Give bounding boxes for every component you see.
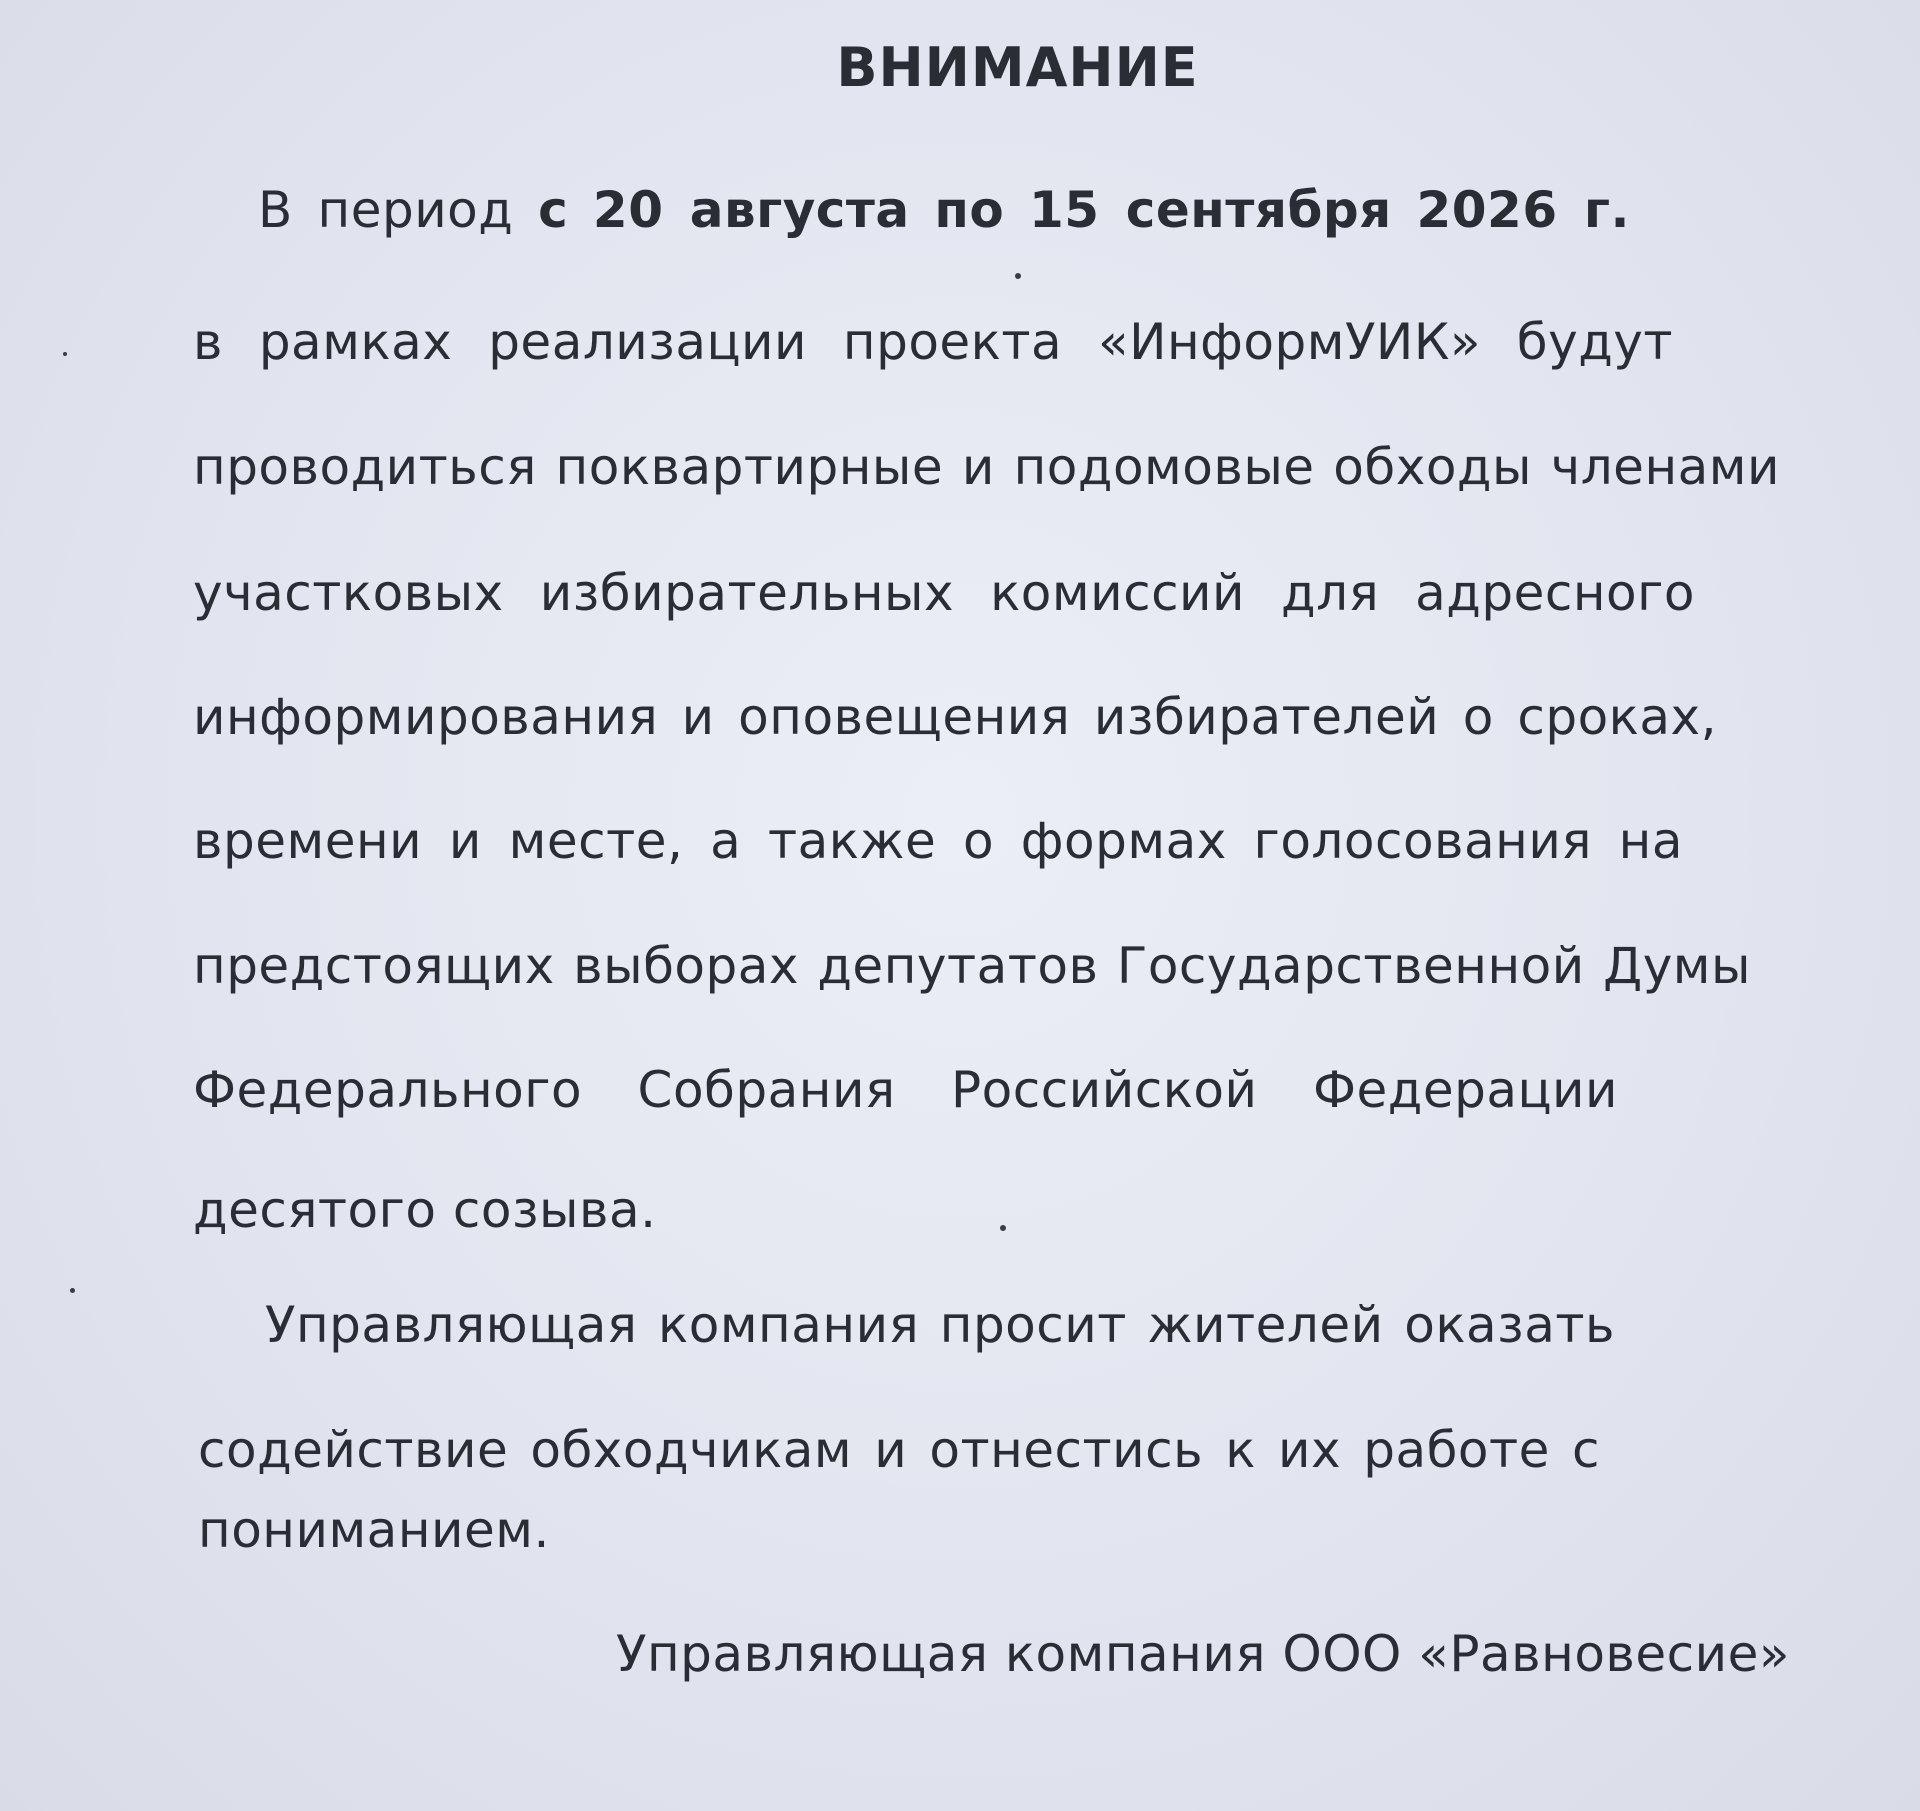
request-line-1: Управляющая компания просит жителей оказать bbox=[265, 1296, 1615, 1354]
period-prefix: В период bbox=[258, 181, 514, 239]
body-line-7: Федерального Собрания Российской Федерации bbox=[193, 1061, 1618, 1119]
paper-speck bbox=[63, 352, 67, 356]
signature: Управляющая компания ООО «Равновесие» bbox=[616, 1625, 1790, 1683]
period-year: 2026 г. bbox=[1416, 181, 1630, 239]
period-to-word: по bbox=[934, 181, 1005, 239]
body-line-6: предстоящих выборах депутатов Государственной Думы bbox=[193, 937, 1751, 995]
body-line-2: проводиться поквартирные и подомовые обходы членами bbox=[193, 438, 1780, 496]
body-line-4: информирования и оповещения избирателей о сроках, bbox=[193, 688, 1717, 746]
paper-speck bbox=[1000, 1225, 1006, 1231]
period-to-date: 15 сентября bbox=[1028, 181, 1392, 239]
body-line-5: времени и месте, а также о формах голосования на bbox=[193, 812, 1683, 870]
request-line-2: содействие обходчикам и отнестись к их работе с bbox=[198, 1421, 1600, 1479]
request-line-3: пониманием. bbox=[198, 1501, 550, 1559]
period-line bbox=[258, 180, 1630, 240]
body-line-3: участковых избирательных комиссий для адресного bbox=[193, 564, 1695, 622]
body-line-1: в рамках реализации проекта «ИнформУИК» будут bbox=[193, 313, 1673, 371]
notice-title: ВНИМАНИЕ bbox=[836, 36, 1199, 99]
period-from-word: с bbox=[538, 181, 569, 239]
paper-speck bbox=[1015, 273, 1021, 279]
body-line-8: десятого созыва. bbox=[193, 1181, 657, 1239]
paper-speck bbox=[70, 1288, 75, 1293]
period-from-date: 20 августа bbox=[592, 181, 910, 239]
